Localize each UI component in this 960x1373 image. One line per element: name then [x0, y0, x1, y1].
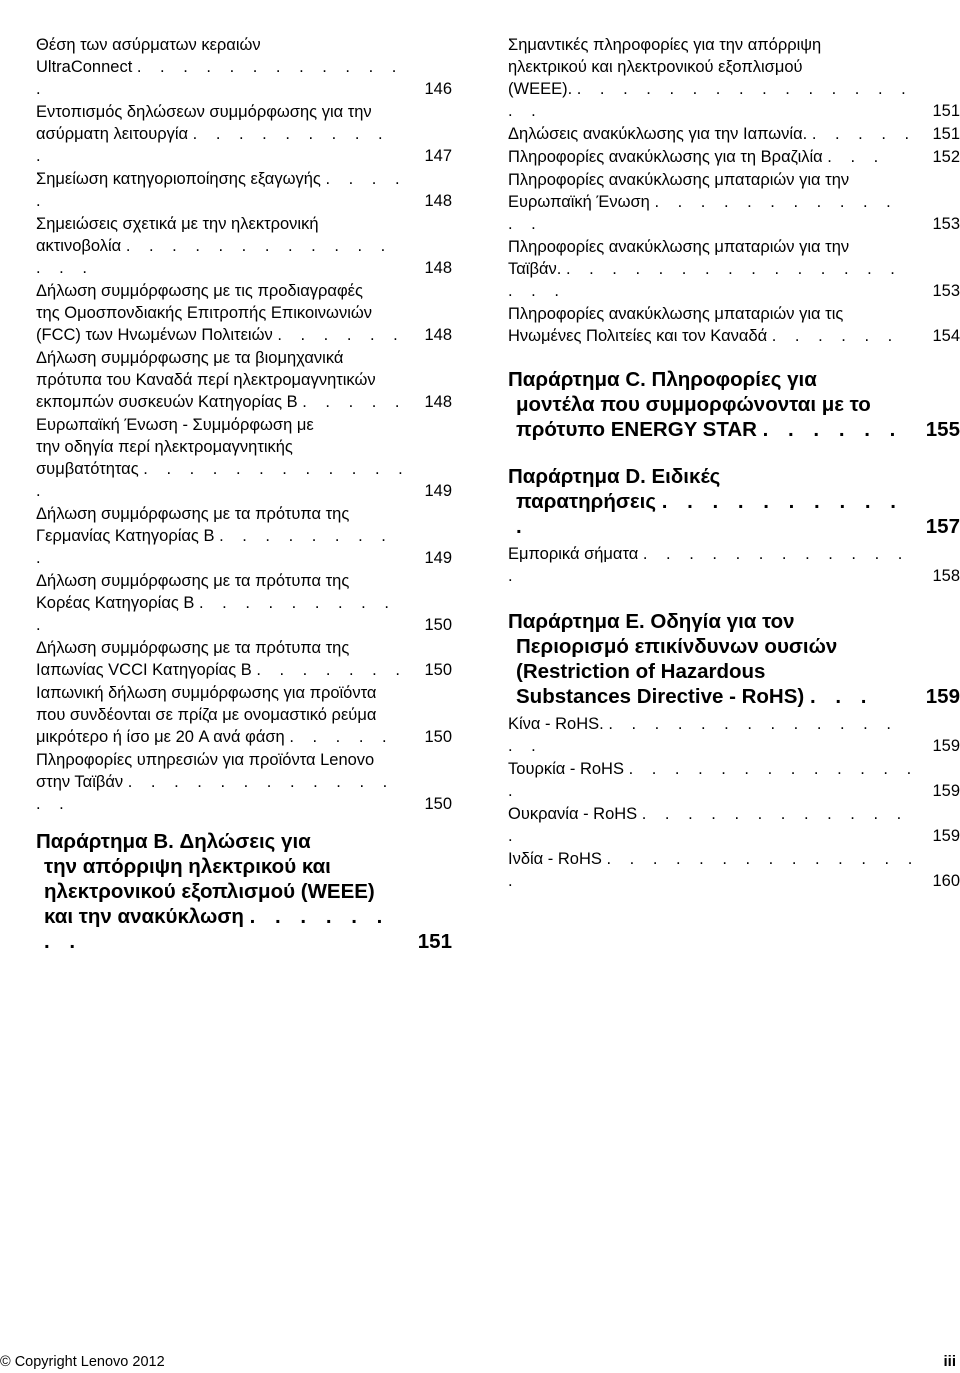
entry-dot-leader: . . .: [827, 148, 886, 166]
entry-dot-leader: . . . . . . . . . . . . . . . . . .: [508, 260, 902, 300]
appendix-c-section: [508, 367, 960, 442]
entry-text: Δήλωση συμμόρφωσης με τα πρότυπα της Γερμανίας Κατηγορίας B: [36, 505, 350, 545]
entry-dot-leader: . . . . . . . . .: [36, 527, 393, 567]
appendix-b-line1: Παράρτημα B. Δηλώσεις για: [36, 830, 311, 853]
appendix-d-dots: . . . . . . . . . . .: [516, 490, 903, 538]
entry-page-number: 149: [424, 549, 452, 567]
entry-text: Δηλώσεις ανακύκλωσης για την Ιαπωνία.: [508, 125, 808, 143]
entry-page-number: 149: [424, 482, 452, 500]
appendix-c-line1: Παράρτημα C. Πληροφορίες για: [508, 368, 817, 391]
entry-page-number: 151: [932, 102, 960, 120]
entry-title: [508, 123, 920, 145]
appendix-b-page: 151: [417, 930, 452, 953]
entry-title: [36, 414, 412, 502]
entry-page-number: 148: [424, 393, 452, 411]
entry-page-number: 158: [932, 567, 960, 585]
appendix-e-line2: Περιορισμό επικίνδυνων ουσιών: [516, 635, 838, 658]
entry-text: Πληροφορίες ανακύκλωσης για τη Βραζιλία: [508, 148, 823, 166]
entry-dot-leader: . . . . .: [302, 393, 407, 411]
entry-dot-leader: . . . . . . . . . .: [36, 125, 390, 165]
appendix-e-entry[interactable]: [508, 758, 960, 802]
appendix-d-section: [508, 464, 960, 587]
entry-title: [508, 543, 920, 587]
left-entry[interactable]: [36, 503, 452, 569]
appendix-c-line3: πρότυπο ENERGY STAR: [516, 418, 757, 441]
appendix-c-dots: . . . . . .: [762, 418, 903, 441]
appendix-e-entry[interactable]: [508, 713, 960, 757]
right-entry-list: [508, 34, 960, 347]
entry-title: [36, 503, 412, 569]
appendix-e-line3: (Restriction of Hazardous: [516, 660, 766, 683]
appendix-e-entry[interactable]: [508, 803, 960, 847]
entry-text: Σημείωση κατηγοριοποίησης εξαγωγής: [36, 170, 321, 188]
appendix-e-section: [508, 609, 960, 892]
entry-page-number: 148: [424, 259, 452, 277]
appendix-e-page: 159: [925, 685, 960, 708]
entry-page-number: 153: [932, 215, 960, 233]
entry-text: Σημειώσεις σχετικά με την ηλεκτρονική ακτινοβολία: [36, 215, 319, 255]
entry-dot-leader: . . . . . . . . . . . . . . .: [508, 715, 898, 755]
appendix-d-line2: παρατηρήσεις: [516, 490, 656, 513]
appendix-d-heading[interactable]: [508, 464, 960, 539]
toc-right-column: [508, 34, 960, 893]
entry-text: Πληροφορίες ανακύκλωσης μπαταριών για την Ευρωπαϊκή Ένωση: [508, 171, 850, 211]
entry-title: [508, 303, 920, 347]
left-entry[interactable]: [36, 168, 452, 212]
entry-title: [36, 347, 412, 413]
entry-dot-leader: . . . . . . . . . . . . .: [508, 545, 910, 585]
entry-text: Ιαπωνική δήλωση συμμόρφωσης για προϊόντα που συνδέονται σε πρίζα με ονομαστικό ρεύμα μικρότερο ή ίσο με 20 A ανά φάση: [36, 684, 377, 746]
entry-page-number: 159: [932, 827, 960, 845]
left-entry[interactable]: [36, 570, 452, 636]
appendix-d-line1: Παράρτημα D. Ειδικές: [508, 465, 721, 488]
right-entry[interactable]: [508, 34, 960, 122]
entry-dot-leader: . . . . . .: [277, 326, 405, 344]
entry-dot-leader: . . . . . .: [771, 327, 900, 345]
appendix-c-page: 155: [925, 418, 960, 441]
entry-text: Θέση των ασύρματων κεραιών UltraConnect: [36, 36, 261, 76]
entry-title: [36, 749, 412, 815]
left-entry-list: [36, 34, 452, 815]
entry-dot-leader: . . . . . . .: [256, 661, 407, 679]
entry-title: [36, 101, 412, 167]
appendix-b-section: [36, 829, 452, 954]
entry-title: [508, 34, 920, 122]
entry-text: Δήλωση συμμόρφωσης με τα βιομηχανικά πρότυπα του Καναδά περί ηλεκτρομαγνητικών εκπομπών συσκευών Κατηγορίας B: [36, 349, 376, 411]
entry-dot-leader: . . . . . . . . . . . . .: [508, 805, 909, 845]
appendix-e-heading[interactable]: [508, 609, 960, 709]
entry-title: [508, 758, 920, 802]
entry-page-number: 160: [932, 872, 960, 890]
appendix-d-entry-list: [508, 543, 960, 587]
entry-page-number: 148: [424, 192, 452, 210]
entry-title: [36, 168, 412, 212]
entry-page-number: 159: [932, 782, 960, 800]
left-entry[interactable]: [36, 749, 452, 815]
appendix-d-entry[interactable]: [508, 543, 960, 587]
entry-page-number: 150: [424, 616, 452, 634]
entry-title: [508, 146, 920, 168]
entry-title: [508, 236, 920, 302]
entry-page-number: 151: [932, 125, 960, 143]
entry-dot-leader: . . . . . . . . . . . . . . . . .: [508, 80, 913, 120]
right-entry[interactable]: [508, 169, 960, 235]
left-entry[interactable]: [36, 213, 452, 279]
appendix-e-dots: . . .: [809, 685, 874, 708]
left-entry[interactable]: [36, 280, 452, 346]
entry-text: Εντοπισμός δηλώσεων συμμόρφωσης για την ασύρματη λειτουργία: [36, 103, 372, 143]
entry-text: Πληροφορίες ανακύκλωσης μπαταριών για τις Ηνωμένες Πολιτείες και τον Καναδά: [508, 305, 844, 345]
left-entry[interactable]: [36, 34, 452, 100]
entry-text: Εμπορικά σήματα: [508, 545, 639, 563]
entry-text: Ινδία - RoHS: [508, 850, 602, 868]
appendix-b-line2: την απόρριψη ηλεκτρικού και: [44, 855, 331, 878]
entry-dot-leader: . . . . .: [289, 728, 394, 746]
entry-dot-leader: . . . . . . . . . . . . .: [508, 193, 898, 233]
appendix-b-line3: ηλεκτρονικού εξοπλισμού (WEEE): [44, 880, 375, 903]
entry-dot-leader: . . . . . . . . . . . . . .: [508, 760, 919, 800]
appendix-c-heading[interactable]: [508, 367, 960, 442]
right-entry[interactable]: [508, 146, 960, 168]
entry-title: [36, 280, 412, 346]
entry-page-number: 153: [932, 282, 960, 300]
entry-title: [508, 713, 920, 757]
page-number: iii: [943, 1353, 956, 1370]
entry-text: Κίνα - RoHS.: [508, 715, 604, 733]
entry-title: [36, 637, 412, 681]
entry-title: [508, 803, 920, 847]
entry-page-number: 154: [932, 327, 960, 345]
entry-text: Τουρκία - RoHS: [508, 760, 624, 778]
entry-text: Ουκρανία - RoHS: [508, 805, 638, 823]
right-entry[interactable]: [508, 303, 960, 347]
entry-text: Πληροφορίες υπηρεσιών για προϊόντα Lenovo στην Ταϊβάν: [36, 751, 375, 791]
left-entry[interactable]: [36, 101, 452, 167]
right-entry[interactable]: [508, 123, 960, 145]
entry-title: [508, 848, 920, 892]
entry-text: Ευρωπαϊκή Ένωση - Συμμόρφωση με την οδηγία περί ηλεκτρομαγνητικής συμβατότητας: [36, 416, 314, 478]
appendix-e-line1: Παράρτημα E. Οδηγία για τον: [508, 610, 795, 633]
entry-dot-leader: . . . . .: [36, 170, 407, 210]
left-entry[interactable]: [36, 637, 452, 681]
entry-page-number: 152: [932, 148, 960, 166]
entry-text: Δήλωση συμμόρφωσης με τα πρότυπα της Κορέας Κατηγορίας B: [36, 572, 350, 612]
left-entry[interactable]: [36, 682, 452, 748]
entry-title: [508, 169, 920, 235]
entry-dot-leader: . . . . . . . . . . . . . .: [36, 773, 395, 813]
entry-text: Δήλωση συμμόρφωσης με τις προδιαγραφές της Ομοσπονδιακής Επιτροπής Επικοινωνιών (FCC) των Ηνωμένων Πολιτειών: [36, 282, 372, 344]
entry-dot-leader: . . . . . . . . . .: [36, 594, 396, 634]
entry-page-number: 159: [932, 737, 960, 755]
appendix-b-dots: . . . . . . . .: [44, 905, 390, 953]
entry-page-number: 148: [424, 326, 452, 344]
entry-dot-leader: . . . . . . . . . . . . .: [36, 58, 404, 98]
entry-page-number: 150: [424, 661, 452, 679]
entry-dot-leader: . . . . . . . . . . . . . . .: [508, 850, 920, 890]
entry-title: [36, 682, 412, 748]
toc-left-column: [36, 34, 452, 954]
left-entry[interactable]: [36, 347, 452, 413]
entry-page-number: 146: [424, 80, 452, 98]
appendix-e-line4: Substances Directive - RoHS): [516, 685, 805, 708]
entry-text: Πληροφορίες ανακύκλωσης μπαταριών για την Ταϊβάν.: [508, 238, 850, 278]
entry-title: [36, 213, 412, 279]
entry-page-number: 150: [424, 728, 452, 746]
entry-text: Δήλωση συμμόρφωσης με τα πρότυπα της Ιαπωνίας VCCI Κατηγορίας B: [36, 639, 350, 679]
entry-title: [36, 570, 412, 636]
appendix-e-entry[interactable]: [508, 848, 960, 892]
entry-page-number: 147: [424, 147, 452, 165]
appendix-e-entry-list: [508, 713, 960, 892]
appendix-b-heading[interactable]: [36, 829, 452, 954]
right-entry[interactable]: [508, 236, 960, 302]
entry-dot-leader: . . . . .: [811, 125, 917, 143]
entry-page-number: 150: [424, 795, 452, 813]
appendix-b-line4: και την ανακύκλωση: [44, 905, 244, 928]
entry-text: Σημαντικές πληροφορίες για την απόρριψη ηλεκτρικού και ηλεκτρονικού εξοπλισμού (WEEE).: [508, 36, 822, 98]
entry-dot-leader: . . . . . . . . . . . . .: [36, 460, 410, 500]
appendix-c-line2: μοντέλα που συμμορφώνονται με το: [516, 393, 871, 416]
appendix-d-page: 157: [925, 515, 960, 538]
left-entry[interactable]: [36, 414, 452, 502]
entry-dot-leader: . . . . . . . . . . . . . . .: [36, 237, 393, 277]
copyright-notice: © Copyright Lenovo 2012: [0, 1354, 165, 1370]
entry-title: [36, 34, 412, 100]
